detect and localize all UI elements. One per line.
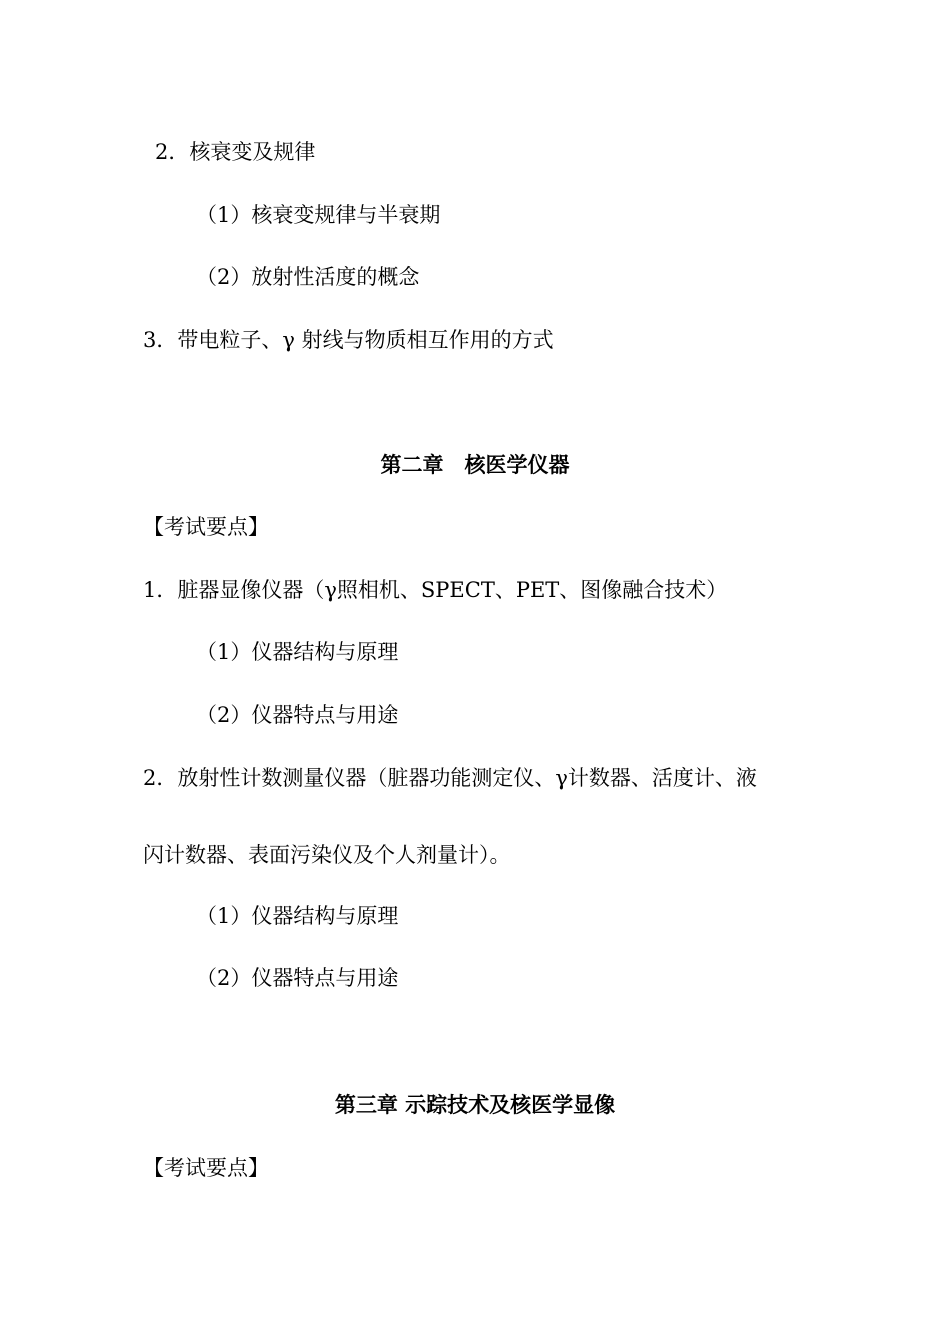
chapter-3-title: 第三章 示踪技术及核医学显像 <box>334 1092 616 1117</box>
exam-points-label: 【考试要点】 <box>143 1156 269 1180</box>
section-item-2-line-2: 闪计数器、表面污染仪及个人剂量计）。 <box>143 843 511 867</box>
subsection-item-2-1: （1）仪器结构与原理 <box>196 904 399 928</box>
subsection-item-1-1: （1）仪器结构与原理 <box>196 640 399 664</box>
subsection-item-1-2: （2）仪器特点与用途 <box>196 703 399 727</box>
section-item-2-line-1: 2．放射性计数测量仪器（脏器功能测定仪、γ计数器、活度计、液 <box>143 766 757 790</box>
section-item-2: 2．核衰变及规律 <box>155 140 316 164</box>
subsection-item-2-2: （2）放射性活度的概念 <box>196 265 420 289</box>
section-item-1: 1．脏器显像仪器（γ照相机、SPECT、PET、图像融合技术） <box>143 578 728 602</box>
exam-points-label: 【考试要点】 <box>143 515 269 539</box>
subsection-item-2-1: （1）核衰变规律与半衰期 <box>196 203 441 227</box>
subsection-item-2-2: （2）仪器特点与用途 <box>196 966 399 990</box>
section-item-3: 3．带电粒子、γ 射线与物质相互作用的方式 <box>143 328 554 352</box>
chapter-2-title: 第二章 核医学仪器 <box>380 452 570 477</box>
